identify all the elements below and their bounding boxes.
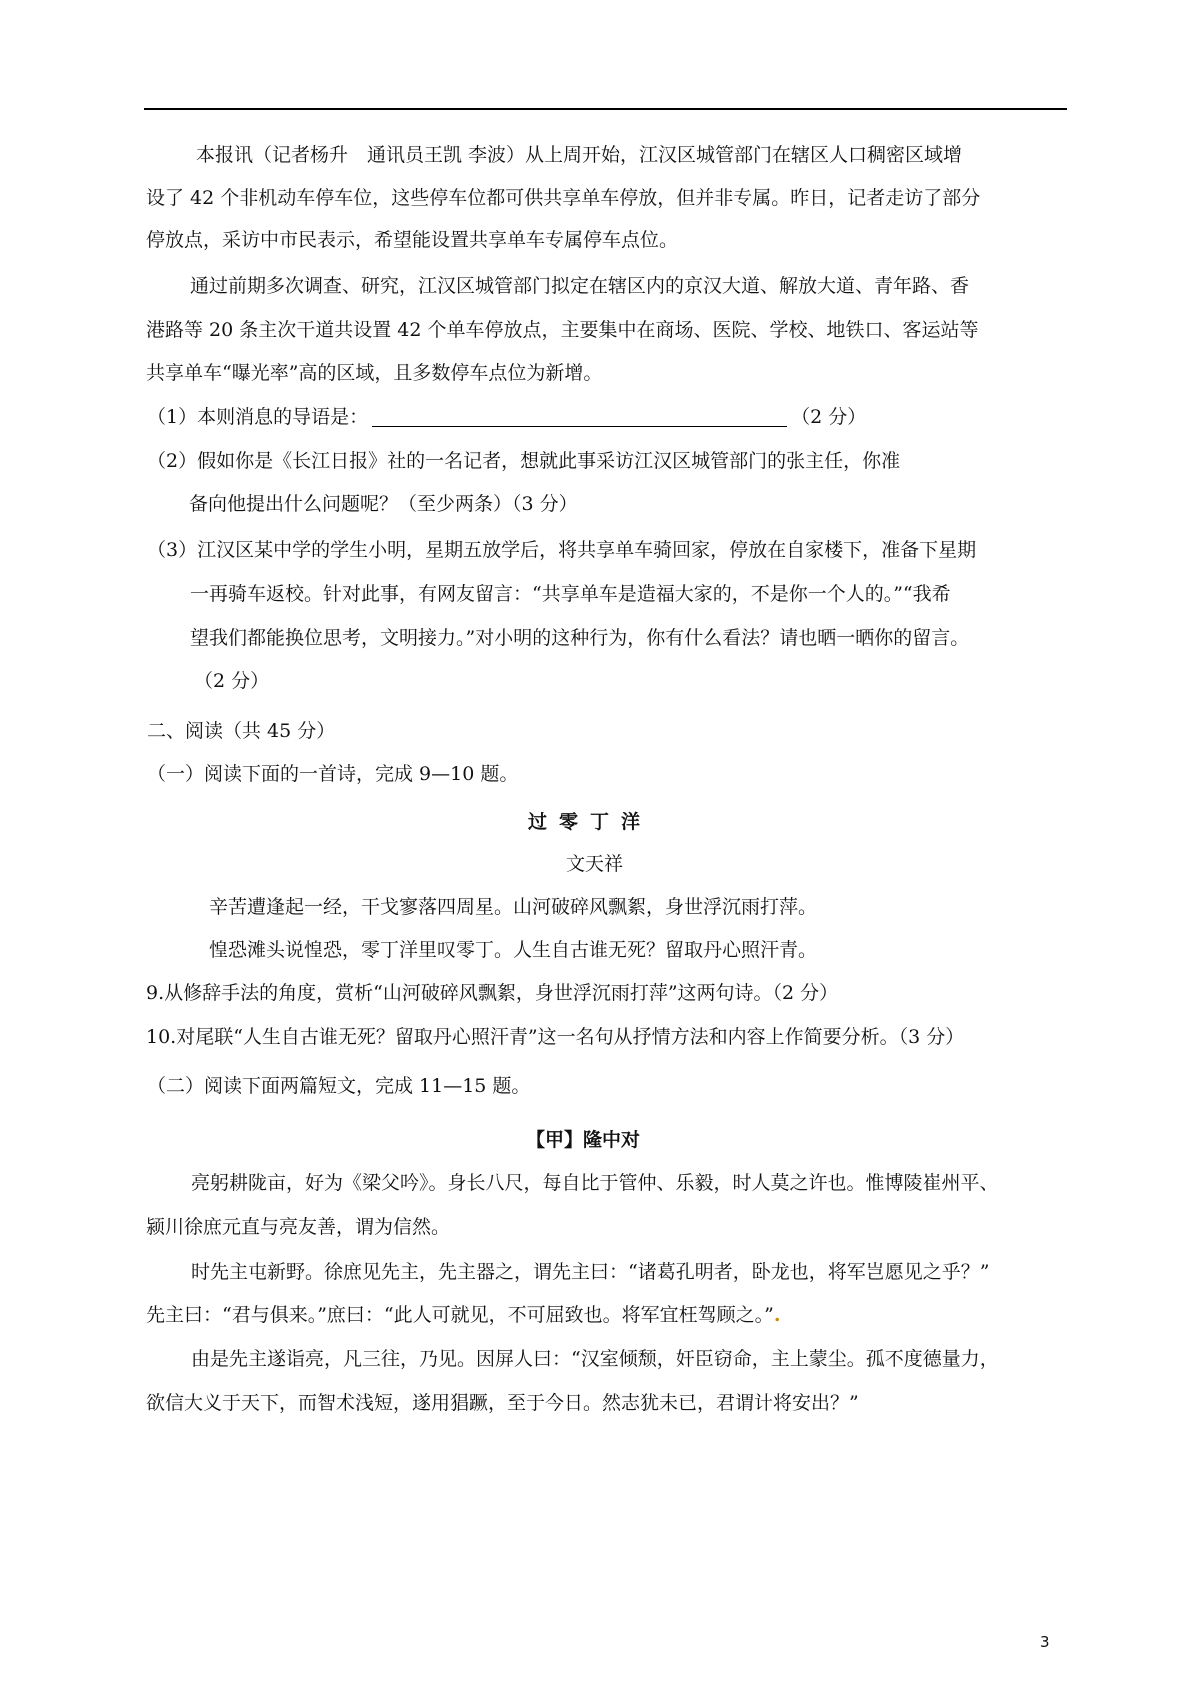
question-3-line4: （2 分） <box>194 670 270 692</box>
part-2-instruction: （二）阅读下面两篇短文，完成 11—15 题。 <box>147 1075 531 1097</box>
question-3-line2: 一再骑车返校。针对此事，有网友留言：“共享单车是造福大家的，不是你一个人的。”“我希 <box>190 583 951 605</box>
text-p3-line1: 由是先主遂诣亮，凡三往，乃见。因屏人曰：“汉室倾颓，奸臣窃命，主上蒙尘。孤不度德量力， <box>191 1348 999 1370</box>
question-2-line1: （2）假如你是《长江日报》社的一名记者，想就此事采访江汉区城管部门的张主任，你准 <box>147 450 901 472</box>
news-p2-line2: 港路等 20 条主次干道共设置 42 个单车停放点，主要集中在商场、医院、学校、地铁口、客运站等 <box>146 319 979 341</box>
text-p2-line2-text: 先主曰：“君与俱来。”庶曰：“此人可就见，不可屈致也。将军宜枉驾顾之。” <box>146 1304 774 1326</box>
text-title: 【甲】隆中对 <box>526 1129 641 1151</box>
news-p2-line1: 通过前期多次调查、研究，江汉区城管部门拟定在辖区内的京汉大道、解放大道、青年路、香 <box>190 275 970 297</box>
text-p1-line1: 亮躬耕陇亩，好为《梁父吟》。身长八尺，每自比于管仲、乐毅，时人莫之许也。惟博陵崔州平、 <box>191 1172 999 1194</box>
question-10: 10.对尾联“人生自古谁无死？留取丹心照汗青”这一名句从抒情方法和内容上作简要分析。（3 分） <box>146 1026 965 1048</box>
question-3-line1: （3）江汉区某中学的学生小明，星期五放学后，将共享单车骑回家，停放在自家楼下，准备下星期 <box>147 539 977 561</box>
question-1-prompt: （1）本则消息的导语是： <box>147 406 369 428</box>
news-p1-line2: 设了 42 个非机动车停车位，这些停车位都可供共享单车停放，但并非专属。昨日，记者走访了部分 <box>146 187 981 209</box>
poem-line-2: 惶恐滩头说惶恐，零丁洋里叹零丁。人生自古谁无死？留取丹心照汗青。 <box>209 939 818 961</box>
question-1-score: （2 分） <box>791 406 867 428</box>
news-p1-line3: 停放点，采访中市民表示，希望能设置共享单车专属停车点位。 <box>146 229 679 251</box>
news-p1-line1: 本报讯（记者杨升 通讯员王凯 李波）从上周开始，江汉区城管部门在辖区人口稠密区域增 <box>196 144 963 166</box>
part-1-instruction: （一）阅读下面的一首诗，完成 9—10 题。 <box>147 763 519 785</box>
text-p2-line1: 时先主屯新野。徐庶见先主，先主器之，谓先主曰：“诸葛孔明者，卧龙也，将军岂愿见之乎？” <box>191 1261 990 1283</box>
news-p2-line3: 共享单车“曝光率”高的区域，且多数停车点位为新增。 <box>146 362 603 384</box>
text-p1-line2: 颍川徐庶元直与亮友善，谓为信然。 <box>146 1216 451 1238</box>
text-p3-line2: 欲信大义于天下，而智术浅短，遂用猖蹶，至于今日。然志犹未已，君谓计将安出？” <box>146 1392 859 1414</box>
section-heading: 二、阅读（共 45 分） <box>147 720 336 742</box>
header-rule <box>144 108 1067 110</box>
page-number: 3 <box>1040 1633 1050 1651</box>
poem-title: 过零丁洋 <box>528 811 653 833</box>
poem-line-1: 辛苦遭逢起一经，干戈寥落四周星。山河破碎风飘絮，身世浮沉雨打萍。 <box>209 896 818 918</box>
text-p2-line2 <box>146 1302 780 1328</box>
question-3-line3: 望我们都能换位思考，文明接力。”对小明的这种行为，你有什么看法？请也晒一晒你的留言。 <box>190 627 970 649</box>
poem-author: 文天祥 <box>566 853 624 875</box>
answer-blank <box>372 406 787 427</box>
question-9: 9.从修辞手法的角度，赏析“山河破碎风飘絮，身世浮沉雨打萍”这两句诗。（2 分） <box>146 982 839 1004</box>
question-2-line2: 备向他提出什么问题呢？（至少两条）（3 分） <box>189 493 578 515</box>
question-1 <box>147 404 866 430</box>
emphasis-dot: . <box>773 1304 781 1326</box>
